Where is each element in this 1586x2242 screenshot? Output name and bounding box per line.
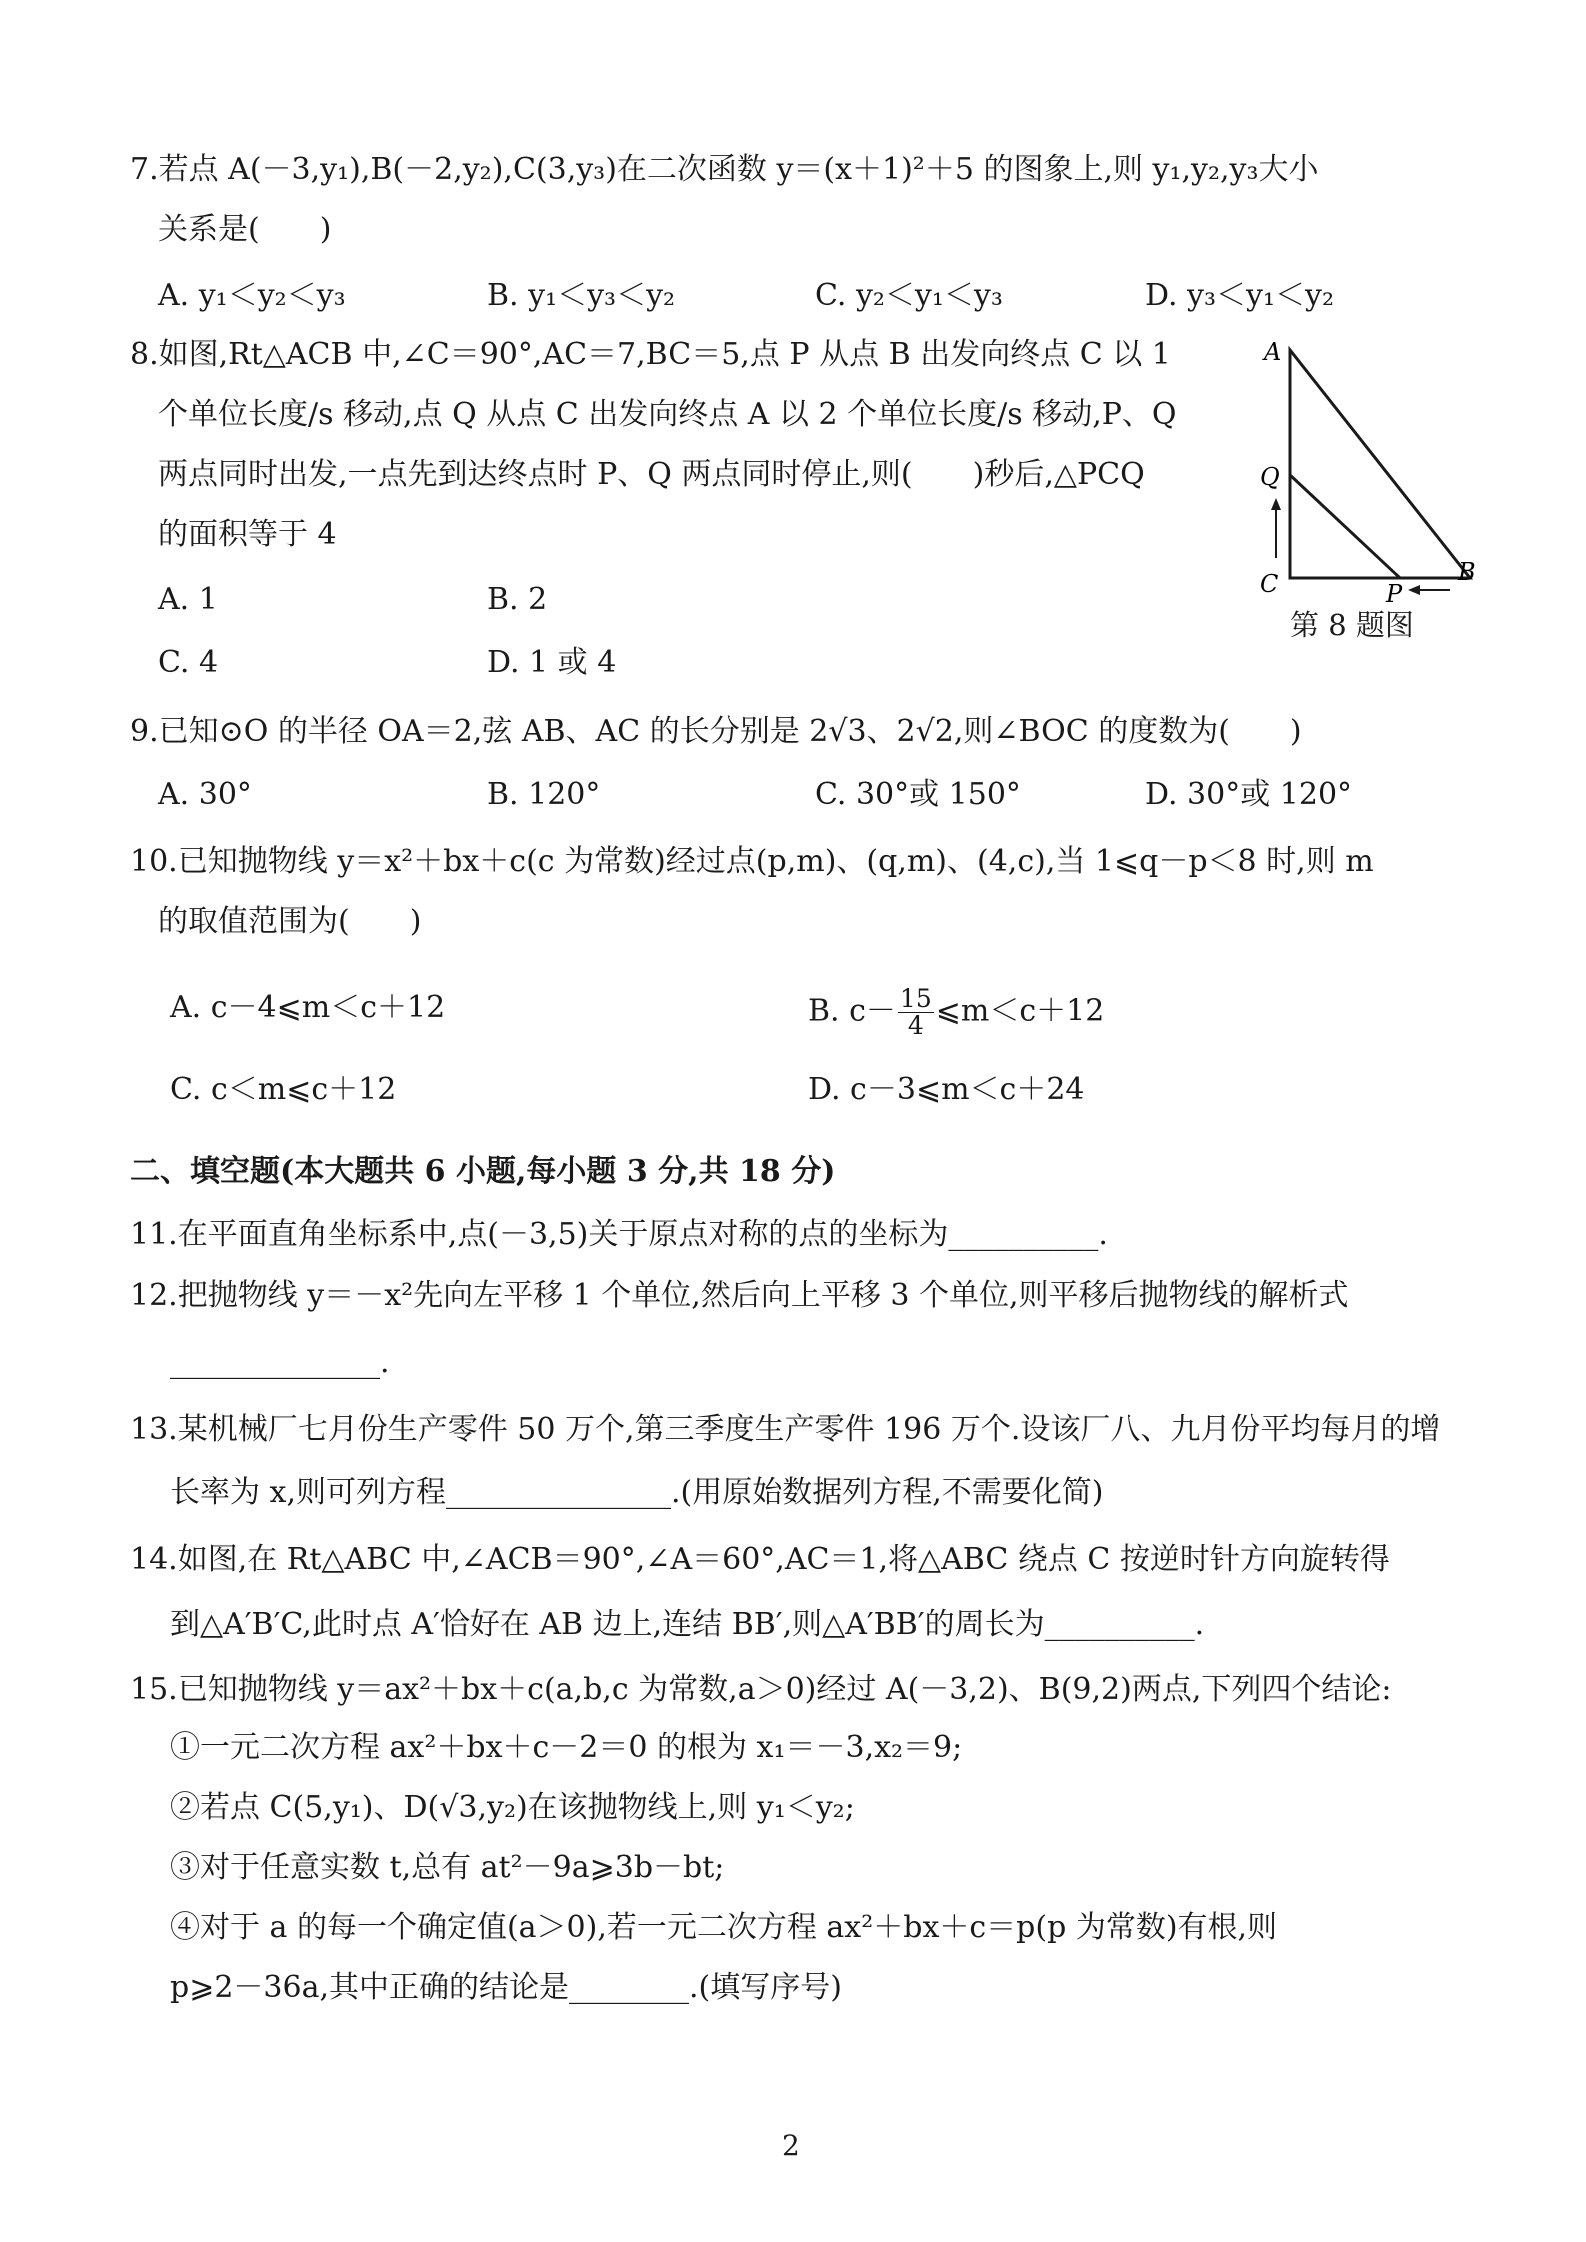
- q9-d: D. 30°或 120°: [1145, 777, 1353, 812]
- fraction: $\frac{15}{4}$: [899, 984, 932, 1040]
- q10-line2: 的取值范围为( ): [158, 904, 422, 939]
- section-2-heading: 二、填空题(本大题共 6 小题,每小题 3 分,共 18 分): [130, 1154, 836, 1189]
- q8-d: D. 1 或 4: [487, 645, 617, 680]
- q7-line1: 7.若点 A(－3,y₁),B(－2,y₂),C(3,y₃)在二次函数 y＝(x＋1)²＋5 的图象上,则 y₁,y₂,y₃大小: [130, 152, 1319, 187]
- q14-line2: 到△A′B′C,此时点 A′恰好在 AB 边上,连结 BB′,则△A′BB′的周长为__________.: [170, 1607, 1205, 1642]
- q15-line1: 15.已知抛物线 y＝ax²＋bx＋c(a,b,c 为常数,a＞0)经过 A(－3,2)、B(9,2)两点,下列四个结论:: [130, 1672, 1392, 1707]
- q8-b: B. 2: [487, 582, 548, 617]
- arrow-up-icon: [1271, 498, 1281, 510]
- q8-line4: 的面积等于 4: [158, 517, 337, 552]
- label-p: P: [1386, 580, 1403, 608]
- arrow-left-icon: [1408, 585, 1420, 595]
- q14-line1: 14.如图,在 Rt△ABC 中,∠ACB＝90°,∠A＝60°,AC＝1,将△ABC 绕点 C 按逆时针方向旋转得: [130, 1542, 1390, 1577]
- page-number: 2: [782, 2129, 800, 2162]
- q8-line1: 8.如图,Rt△ACB 中,∠C＝90°,AC＝7,BC＝5,点 P 从点 B 出发向终点 C 以 1: [130, 337, 1171, 372]
- q10-c: C. c＜m⩽c＋12: [170, 1072, 397, 1107]
- q10-option-b: B. c－ $\frac{15}{4}$ ⩽m＜c＋12: [808, 984, 1105, 1040]
- q9-line1: 9.已知⊙O 的半径 OA＝2,弦 AB、AC 的长分别是 2√3、2√2,则∠BOC 的度数为( ): [130, 714, 1302, 749]
- segment-pq: [1290, 475, 1400, 578]
- q15-line6: p⩾2－36a,其中正确的结论是________.(填写序号): [170, 1970, 842, 2005]
- q10-d: D. c－3⩽m＜c＋24: [808, 1072, 1085, 1107]
- q8-a: A. 1: [158, 582, 218, 617]
- q13-line1: 13.某机械厂七月份生产零件 50 万个,第三季度生产零件 196 万个.设该厂八、九月份平均每月的增: [130, 1412, 1441, 1447]
- q12-line1: 12.把抛物线 y＝－x²先向左平移 1 个单位,然后向上平移 3 个单位,则平移后抛物线的解析式: [130, 1278, 1349, 1313]
- label-q: Q: [1260, 463, 1280, 491]
- q7-line2: 关系是( ): [158, 212, 332, 247]
- q15-item2: ②若点 C(5,y₁)、D(√3,y₂)在该抛物线上,则 y₁＜y₂;: [170, 1790, 855, 1825]
- figure-caption: 第 8 题图: [1290, 608, 1414, 642]
- q9-a: A. 30°: [158, 777, 252, 812]
- q12-line2: ______________.: [170, 1345, 390, 1380]
- q9-c: C. 30°或 150°: [815, 777, 1021, 812]
- q15-item3: ③对于任意实数 t,总有 at²－9a⩾3b－bt;: [170, 1850, 725, 1885]
- q7-c: C. y₂＜y₁＜y₃: [815, 278, 1003, 313]
- q8-c: C. 4: [158, 645, 219, 680]
- label-c: C: [1260, 570, 1279, 598]
- q10-a: A. c－4⩽m＜c＋12: [170, 990, 446, 1025]
- q8-line2: 个单位长度/s 移动,点 Q 从点 C 出发向终点 A 以 2 个单位长度/s 移动,P、Q: [158, 397, 1177, 432]
- q8-line3: 两点同时出发,一点先到达终点时 P、Q 两点同时停止,则( )秒后,△PCQ: [158, 457, 1145, 492]
- q7-d: D. y₃＜y₁＜y₂: [1145, 278, 1334, 313]
- q7-b: B. y₁＜y₃＜y₂: [487, 278, 676, 313]
- q15-item4: ④对于 a 的每一个确定值(a＞0),若一元二次方程 ax²＋bx＋c＝p(p 为常数)有根,则: [170, 1910, 1278, 1945]
- q11-line1: 11.在平面直角坐标系中,点(－3,5)关于原点对称的点的坐标为__________.: [130, 1217, 1108, 1252]
- q15-item1: ①一元二次方程 ax²＋bx＋c－2＝0 的根为 x₁＝－3,x₂＝9;: [170, 1730, 963, 1765]
- q10-line1: 10.已知抛物线 y＝x²＋bx＋c(c 为常数)经过点(p,m)、(q,m)、(4,c),当 1⩽q－p＜8 时,则 m: [130, 844, 1374, 879]
- q9-b: B. 120°: [487, 777, 601, 812]
- q7-a: A. y₁＜y₂＜y₃: [158, 278, 346, 313]
- triangle-acb: [1290, 350, 1470, 578]
- label-a: A: [1264, 340, 1282, 366]
- label-b: B: [1458, 558, 1476, 586]
- q13-line2: 长率为 x,则可列方程_______________.(用原始数据列方程,不需要化简): [170, 1475, 1104, 1510]
